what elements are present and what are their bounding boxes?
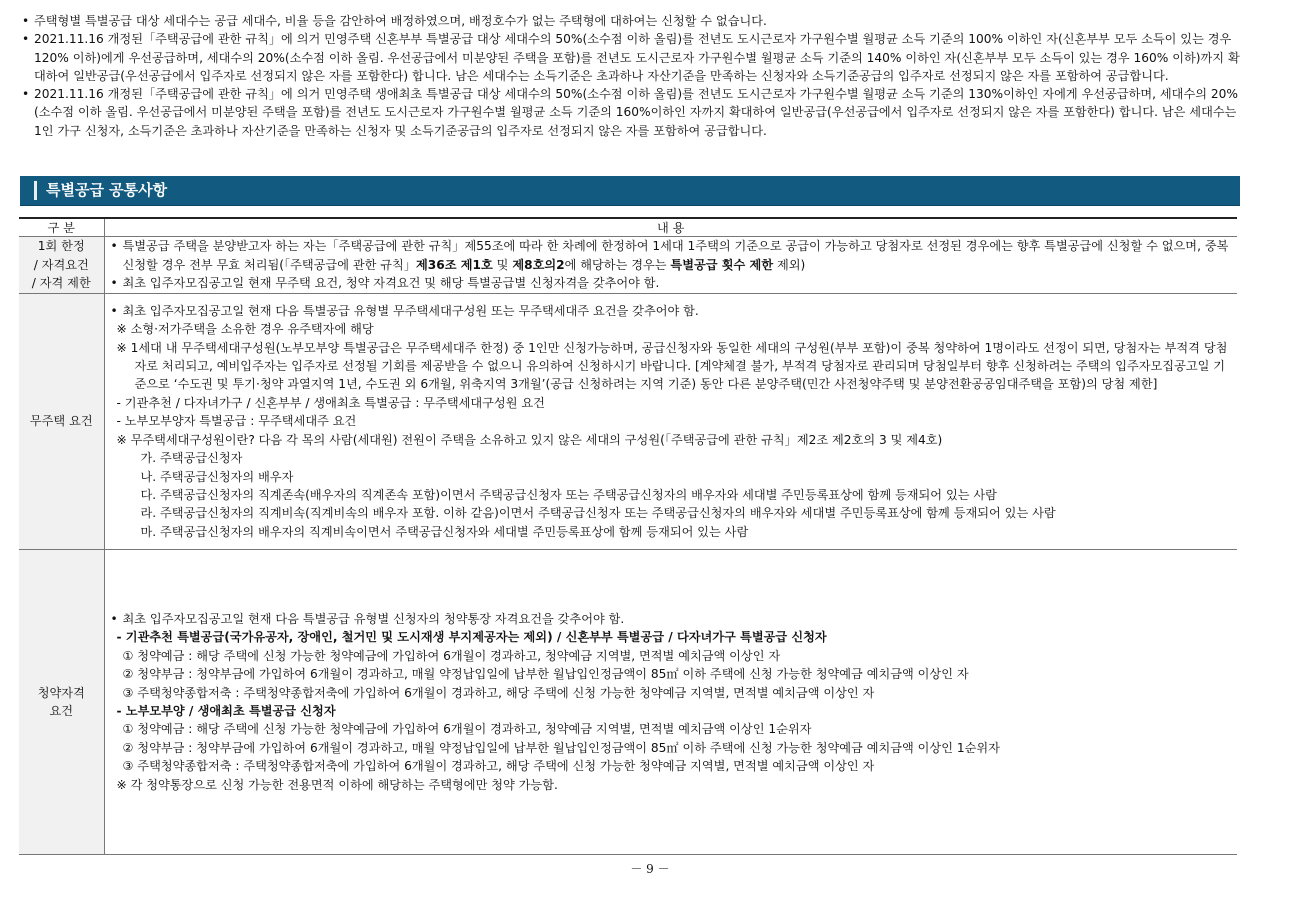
limit-bullet-2: • 최초 입주자모집공고일 현재 무주택 요건, 청약 자격요건 및 해당 특별공급별 신청자격을 갖추어야 함.: [111, 274, 1232, 292]
header-content: 내 용: [104, 218, 1237, 237]
special-supply-table: [19, 217, 1237, 855]
row-content-limit: [104, 237, 1237, 294]
section-title: 특별공급 공통사항: [46, 181, 168, 199]
row-label-line: / 자격요건: [33, 257, 89, 272]
homeless-line: ※ 1세대 내 무주택세대구성원(노부모부양 특별공급은 무주택세대주 한정) 중 1인만 신청가능하며, 공급신청자와 동일한 세대의 구성원(부부 포함)이 중복 청약하여 1명이라도 선정이 되면, 당첨자는 부적격 당첨자로 처리되고, 예비입주자는 입주자로 선정될 기회를 제공받을 수 없으니 유의하여 신청하시기 바랍니다. [계약체결 불가, 부적격 당첨자로 관리되며 당첨일부터 향후 신청하려는 주택의 입주자모집공고일 기준으로 ‘수도권 및 투기·청약 과열지역 1년, 수도권 외 6개월, 위축지역 3개월’(공급 신청하려는 지역 기준) 동안 다른 분양주택(민간 사전청약주택 및 분양전환공공임대주택을 포함)의 당첨 제한]: [116, 340, 1228, 392]
bold-reference: 특별공급 횟수 제한: [670, 257, 774, 272]
text-span: 제외): [773, 257, 806, 272]
table-row: [19, 294, 1237, 550]
intro-note: • 2021.11.16 개정된「주택공급에 관한 규칙」에 의거 민영주택 신혼부부 특별공급 대상 세대수의 50%(소수점 이하 올림)를 전년도 도시근로자 가구원수별 월평균 소득 기준의 100% 이하인 자(신혼부부 모두 소득이 있는 경우 120% 이하)에게 우선공급하며, 세대수의 20%(소수점 이하 올림. 우선공급에서 미분양된 주택을 포함)를 전년도 도시근로자 가구원수별 월평균 소득 기준의 140% 이하인 자(신혼부부 모두 소득이 있는 경우 160% 이하)까지 확대하여 일반공급(우선공급에서 입주자로 선정되지 않은 자를 포함한다) 합니다. 남은 세대수는 소득기준은 초과하나 자산기준을 만족하는 신청자와 소득기준공급의 입주자로 선정되지 않은 자를 포함하여 공급합니다.: [22, 30, 1240, 85]
header-category: 구 분: [19, 218, 104, 237]
bold-reference: 제8호의2: [512, 257, 565, 272]
homeless-line: 가. 주택공급신청자: [140, 451, 243, 466]
row-label-line: 요건: [49, 704, 74, 718]
intro-notes: [22, 12, 1240, 140]
row-label-line: 청약자격: [37, 685, 85, 700]
row-label-line: / 자격 제한: [31, 276, 91, 291]
homeless-line: ※ 소형·저가주택을 소유한 경우 유주택자에 해당: [116, 322, 374, 337]
text-span: 및: [492, 257, 513, 272]
homeless-line: - 노부모부양자 특별공급 : 무주택세대주 요건: [116, 414, 357, 429]
subscription-line: ③ 주택청약종합저축 : 주택청약종합저축에 가입하여 6개월이 경과하고, 해당 주택에 신청 가능한 청약예금 지역별, 면적별 예치금액 이상인 자: [122, 685, 875, 700]
homeless-line: ※ 무주택세대구성원이란? 다음 각 목의 사람(세대원) 전원이 주택을 소유하고 있지 않은 세대의 구성원(「주택공급에 관한 규칙」제2조 제2호의 3 및 제4호): [116, 432, 943, 447]
subscription-line: ※ 각 청약통장으로 신청 가능한 전용면적 이하에 해당하는 주택형에만 청약 가능함.: [116, 777, 558, 792]
page-number: － 9 －: [630, 862, 670, 876]
homeless-line: 나. 주택공급신청자의 배우자: [140, 469, 294, 484]
homeless-line: • 최초 입주자모집공고일 현재 다음 특별공급 유형별 무주택세대구성원 또는 무주택세대주 요건을 갖추어야 함.: [111, 302, 1232, 320]
row-label-limit: [19, 237, 104, 294]
row-label-line: 1회 한정: [37, 239, 85, 254]
homeless-line: 라. 주택공급신청자의 직계비속(직계비속의 배우자 포함. 이하 같음)이면서 주택공급신청자 또는 주택공급신청자의 배우자와 세대별 주민등록표상에 함께 등재되어 있는 사람: [140, 506, 1056, 521]
section-accent-bar: [34, 181, 37, 200]
text-span: 특별공급 주택을 분양받고자 하는 자는「주택공급에 관한 규칙」제55조에 따라 한 차례에 한정하여 1세대 1주택의 기준으로 공급이 가능하고 당첨자로 선정된 경우에는 향후 특별공급에 신청할 수 없으며, 중복 신청할 경우 전부 무효 처리됨(「주택공급에 관한 규칙」: [122, 239, 1229, 272]
homeless-line: 마. 주택공급신청자의 배우자의 직계비속이면서 주택공급신청자와 세대별 주민등록표상에 함께 등재되어 있는 사람: [140, 524, 749, 539]
homeless-line: - 기관추천 / 다자녀가구 / 신혼부부 / 생애최초 특별공급 : 무주택세대구성원 요건: [116, 395, 545, 410]
row-label-subscription: [19, 550, 104, 855]
subscription-line: ② 청약부금 : 청약부금에 가입하여 6개월이 경과하고, 매월 약정납입일에 납부한 월납입인정금액이 85㎡ 이하 주택에 신청 가능한 청약예금 예치금액 이상인 1순위자: [122, 740, 1000, 755]
subscription-line: ③ 주택청약종합저축 : 주택청약종합저축에 가입하여 6개월이 경과하고, 해당 주택에 신청 가능한 청약예금 지역별, 면적별 예치금액 이상인 자: [122, 759, 875, 774]
row-content-subscription: [104, 550, 1237, 855]
text-span: 에 해당하는 경우는: [564, 257, 671, 272]
intro-note: • 주택형별 특별공급 대상 세대수는 공급 세대수, 비율 등을 감안하여 배정하였으며, 배정호수가 없는 주택형에 대하여는 신청할 수 없습니다.: [22, 12, 1240, 30]
subscription-line: • 최초 입주자모집공고일 현재 다음 특별공급 유형별 신청자의 청약통장 자격요건을 갖추어야 함.: [111, 610, 1232, 628]
homeless-line: 다. 주택공급신청자의 직계존속(배우자의 직계존속 포함)이면서 주택공급신청자 또는 주택공급신청자의 배우자와 세대별 주민등록표상에 함께 등재되어 있는 사람: [140, 487, 997, 502]
section-header: [20, 176, 1240, 206]
subscription-line: ② 청약부금 : 청약부금에 가입하여 6개월이 경과하고, 매월 약정납입일에 납부한 월납입인정금액이 85㎡ 이하 주택에 신청 가능한 청약예금 예치금액 이상인 자: [122, 667, 969, 682]
bold-reference: 제36조 제1호: [416, 257, 493, 272]
limit-bullet-1: [111, 237, 1232, 274]
table-header-row: [19, 218, 1237, 237]
row-label-homeless: 무주택 요건: [19, 294, 104, 550]
subscription-line: - 노부모부양 / 생애최초 특별공급 신청자: [116, 704, 336, 718]
row-content-homeless: [104, 294, 1237, 550]
table-row: [19, 550, 1237, 855]
subscription-line: - 기관추천 특별공급(국가유공자, 장애인, 철거민 및 도시재생 부지제공자는 제외) / 신혼부부 특별공급 / 다자녀가구 특별공급 신청자: [116, 630, 827, 645]
subscription-line: ① 청약예금 : 해당 주택에 신청 가능한 청약예금에 가입하여 6개월이 경과하고, 청약예금 지역별, 면적별 예치금액 이상인 자: [122, 648, 781, 663]
table-row: [19, 237, 1237, 294]
subscription-line: ① 청약예금 : 해당 주택에 신청 가능한 청약예금에 가입하여 6개월이 경과하고, 청약예금 지역별, 면적별 예치금액 이상인 1순위자: [122, 722, 812, 737]
intro-note: • 2021.11.16 개정된「주택공급에 관한 규칙」에 의거 민영주택 생애최초 특별공급 대상 세대수의 50%(소수점 이하 올림)를 전년도 도시근로자 가구원수별 월평균 소득 기준의 130%이하인 자에게 우선공급하며, 세대수의 20%(소수점 이하 올림. 우선공급에서 미분양된 주택을 포함)를 전년도 도시근로자 가구원수별 월평균 소득 기준의 160%이하인 자까지 확대하여 일반공급(우선공급에서 입주자로 선정되지 않은 자를 포함한다) 합니다. 남은 세대수는 1인 가구 신청자, 소득기준은 초과하나 자산기준을 만족하는 신청자 및 소득기준공급의 입주자로 선정되지 않은 자를 포함하여 공급합니다.: [22, 85, 1240, 140]
